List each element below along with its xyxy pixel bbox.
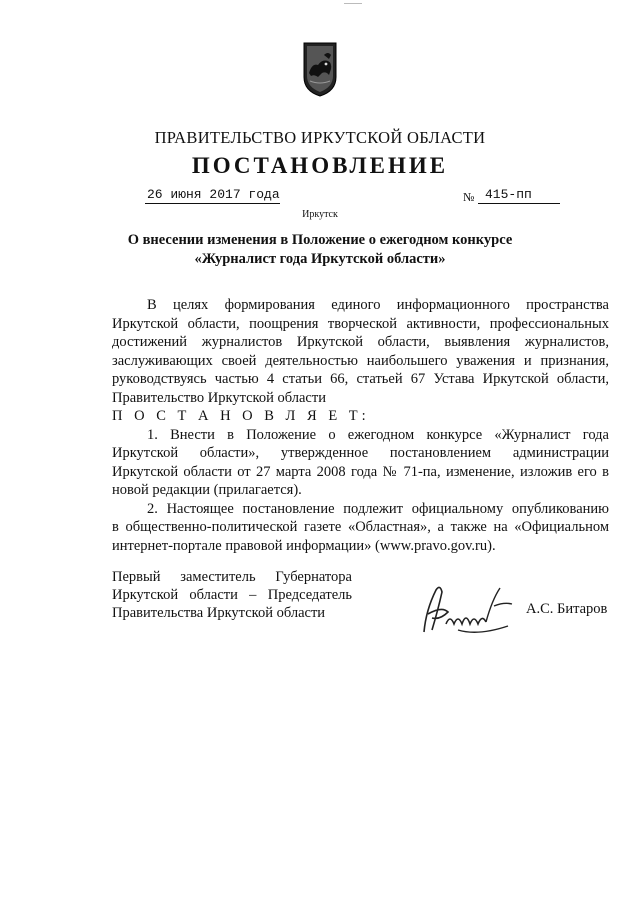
signatory-position (112, 568, 352, 622)
body-line: руководствуясь частью 4 статьи 66, статьей 67 Устава Иркутской области, (112, 371, 609, 387)
body-line: 2. Настоящее постановление подлежит официальному опубликованию (147, 500, 609, 517)
signature-icon (418, 580, 518, 640)
body-line: новой редакции (прилагается). (112, 482, 302, 498)
body-line: Иркутской области, поощрения творческой активности, профессиональных (112, 315, 609, 332)
body-line: В целях формирования единого информационного пространства (147, 297, 609, 313)
document-date: 26 июня 2017 года (147, 187, 280, 202)
number-underline (478, 203, 560, 204)
document-body (112, 296, 609, 555)
scan-artifact (344, 3, 362, 4)
position-line: Правительства Иркутской области (112, 605, 326, 621)
body-line: Иркутской области от 27 марта 2008 года № 71-па, изменение, изложив его в (112, 463, 609, 480)
document-number: 415-пп (485, 187, 532, 202)
body-line: заслуживающих своей деятельностью наибольшего уважения и признания, (112, 352, 609, 369)
decree-word: П О С Т А Н О В Л Я Е Т: (112, 408, 370, 424)
number-sign: № (463, 190, 475, 204)
document-place: Иркутск (302, 209, 338, 220)
document-subject (100, 231, 540, 269)
position-line: Первый заместитель Губернатора (112, 569, 352, 585)
body-line: достижений журналистов Иркутской области, выявления журналистов, (112, 334, 609, 350)
coat-of-arms-icon (302, 41, 338, 97)
body-line: в общественно-политической газете «Областная», а также на «Официальном (112, 519, 609, 535)
body-line: Правительство Иркутской области (112, 389, 326, 406)
body-line: Иркутской области», утвержденное постановлением администрации (112, 445, 609, 461)
document-type-heading: ПОСТАНОВЛЕНИЕ (191, 153, 449, 178)
body-line: интернет-портале правовой информации» (www.pravo.gov.ru). (112, 537, 496, 554)
body-line: 1. Внести в Положение о ежегодном конкурсе «Журналист года (147, 426, 609, 443)
position-line: Иркутской области – Председатель (112, 587, 352, 603)
subject-line: «Журналист года Иркутской области» (194, 251, 446, 267)
date-underline (145, 203, 280, 204)
government-name: ПРАВИТЕЛЬСТВО ИРКУТСКОЙ ОБЛАСТИ (154, 128, 486, 147)
subject-line: О внесении изменения в Положение о ежегодном конкурсе (127, 232, 513, 248)
signer-name: А.С. Битаров (526, 601, 608, 617)
